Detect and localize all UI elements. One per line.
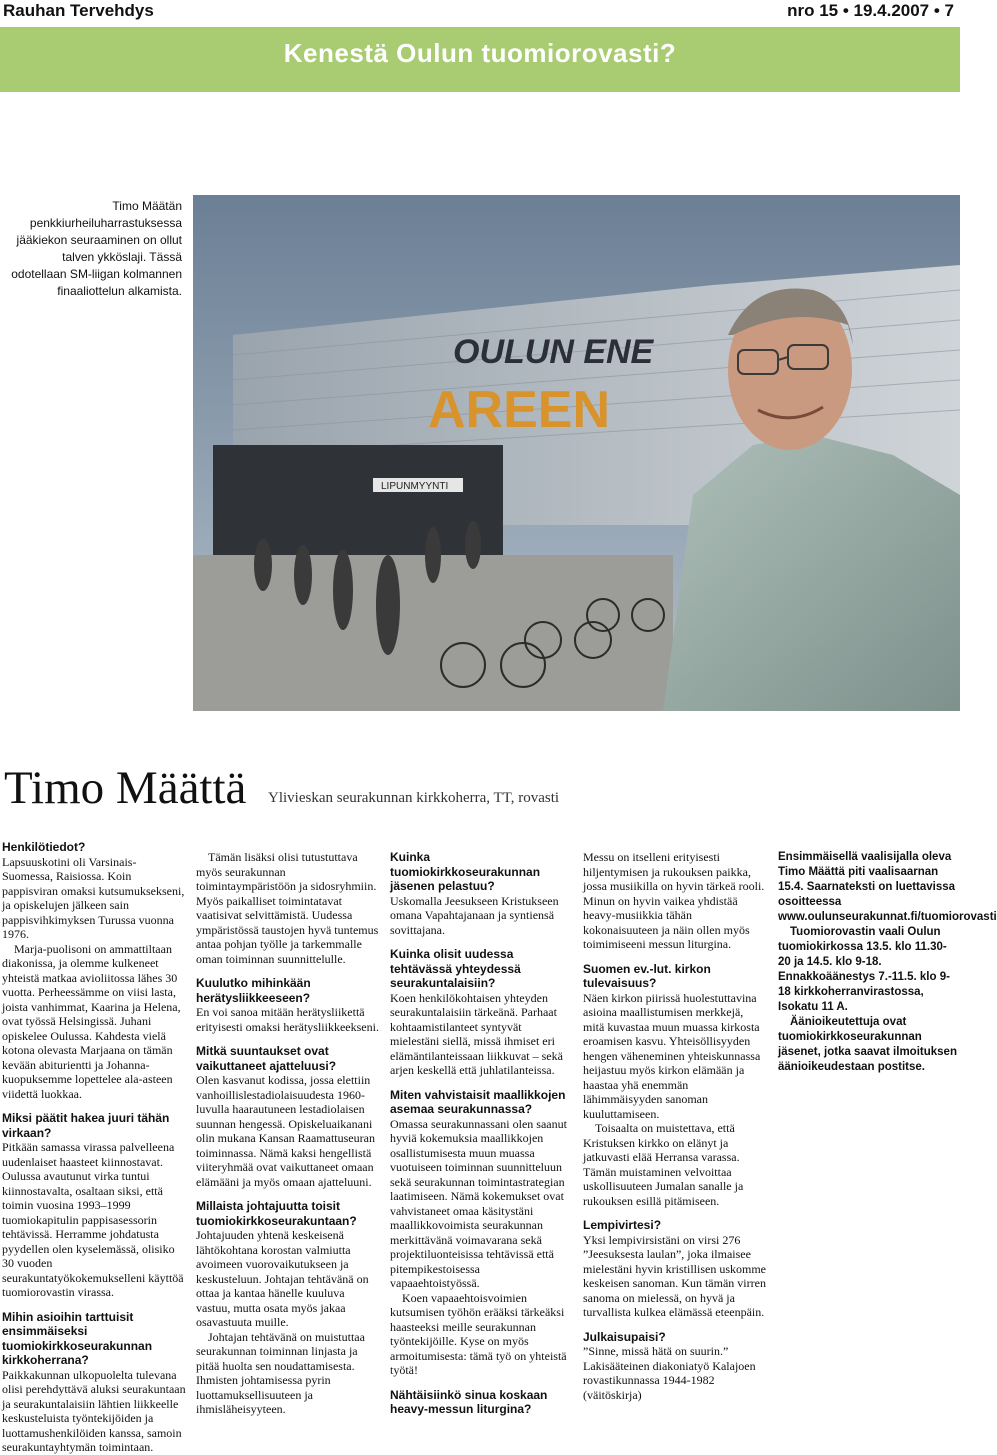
interview-answer: Lapsuuskotini oli Varsinais-Suomessa, Raisiossa. Koin pappisviran omaksi kutsumuksekseni, ja opiskelujen jälkeen sain pappisvihkimyksen Turussa vuonna 1976.	[2, 854, 185, 941]
interview-question: Henkilötiedot?	[2, 840, 86, 854]
person-name: Timo Määttä	[4, 762, 247, 814]
sign-top-text: OULUN ENE	[453, 333, 654, 371]
interview-answer: Marja-puolisoni on ammattiltaan diakonissa, ja olemme kulkeneet yhteistä matkaa avioliitossa lähes 30 vuotta. Perheessämme on viisi lasta, joista vanhimmat, Kaarina ja Helena, ovat työssä Helsingissä. Juhani opiskelee Oulussa. Kahdesta vielä kotona olevasta Marjaana on tämän kevään abiturientti ja Johanna-kuopuksemme lopettelee ala-asteen viidettä luokkaa.	[2, 941, 181, 1101]
interview-question: Miten vahvistaisit maallikkojen asemaa seurakunnassa?	[390, 1087, 566, 1116]
article-column-2	[196, 850, 379, 1417]
interview-answer: Paikkakunnan ulkopuolelta tulevana olisi perehdyttävä aluksi seurakuntaan ja seurakuntalaisiin lähtien liikkeelle keskusteluista työntekijöiden ja luottamushenkilöiden kanssa, samoin seurakuntayhtymän toimintaan.	[2, 1367, 186, 1454]
interview-question: Nähtäisiinkö sinua koskaan heavy-messun liturgina?	[390, 1387, 548, 1416]
interview-question: Kuinka olisit uudessa tehtävässä yhteydessä seurakuntalaisiin?	[390, 947, 521, 990]
sidebar-box	[778, 850, 997, 1075]
sidebar-paragraph: Äänioikeutettuja ovat tuomiokirkkoseurakunnan jäsenet, jotka saavat ilmoituksen äänioikeudestaan postitse.	[778, 1016, 957, 1073]
interview-answer: Koen vapaaehtoisvoimien kutsumisen työhön erääksi tärkeäksi haasteeksi meille seurakunnan työntekijöille. Kyse on myös armoitumisesta: tämä työ on yhteistä työtä!	[390, 1290, 567, 1377]
interview-answer: Tämän lisäksi olisi tutustuttava myös seurakunnan toimintaympäristöön ja sidosryhmiin. Myös paikalliset toimintatavat vaatisivat selvittämistä. Uudessa ympäristössä taustojen hyvä tuntemus antaa pohjan työlle ja tarkemmalle oman toiminnan suunnittelulle.	[196, 850, 379, 966]
sidebar-paragraph: Ensimmäisellä vaalisijalla oleva Timo Määttä piti vaalisaarnan 15.4. Saarnateksti on luettavissa osoitteessa www.oulunseurakunnat.fi/tuomiorovasti	[778, 851, 997, 923]
interview-answer: Olen kasvanut kodissa, jossa elettiin vanhoillislestadiolaisuudesta 1960-luvulla haarautuneen lestadiolaisen suunnan hengessä. Opiskeluaikanani olin mukana Kansan Raamattuseuran toiminnassa. Nämä kaksi hengellistä viiteryhmää ovat vaikuttaneet omaan elämääni ja myös omaan ajatteluuni.	[196, 1073, 375, 1189]
person-role: Ylivieskan seurakunnan kirkkoherra, TT, rovasti	[268, 790, 560, 806]
photo-caption: Timo Määtän penkkiurheiluharrastuksessa jääkiekon seuraaminen on ollut talven ykköslaji. Tässä odotellaan SM-liigan kolmannen finaaliottelun alkamista.	[11, 199, 182, 298]
interview-answer: Koen henkilökohtaisen yhteyden seurakuntalaisiin tärkeänä. Parhaat kohtaamistilanteet syntyvät mielestäni siellä, missä ihmiset eri elämäntilanteissaan liikkuvat – sekä arjen keskellä että juhlatilanteissa.	[390, 990, 563, 1077]
article-column-3	[390, 850, 572, 1417]
interview-answer: Pitkään samassa virassa palvelleena uudenlaiset haasteet kiinnostavat. Oulussa avautunut virka tuntui kiinnostavalta, osaltaan siksi, että toimin vuosina 1993–1999 tuomiokapitulin pappisasessorin tehtävissä. Herramme johdatusta pyydellen olen kyselemässä, olisiko 30 vuoden seurakuntatyökokemukselleni käyttöä tuomiorovastin virassa.	[2, 1140, 184, 1299]
door-sign-text: LIPUNMYYNTI	[381, 481, 449, 492]
interview-question: Miksi päätit hakea juuri tähän virkaan?	[2, 1111, 170, 1140]
issue-info: nro 15 • 19.4.2007 • 7	[787, 1, 954, 20]
interview-answer: Messu on itselleni erityisesti hiljentymisen ja rukouksen paikka, jossa musiikilla on hyvin tärkeä rooli. Minun on hyvin vaikea yhdistää heavy-musiikkia tähän kokonaisuuteen ja näin ollen myös toimimiseeni messun liturgina.	[583, 850, 765, 951]
interview-question: Mitkä suuntaukset ovat vaikuttaneet ajatteluusi?	[196, 1044, 337, 1073]
paper-name: Rauhan Tervehdys	[3, 1, 154, 20]
interview-question: Millaista johtajuutta toisit tuomiokirkkoseurakuntaan?	[196, 1199, 357, 1228]
page-header	[0, 0, 960, 24]
headline-banner	[0, 27, 960, 92]
interview-answer: Johtajuuden yhtenä keskeisenä lähtökohtana korostan valmiutta avoimeen vuorovaikutukseen ja keskusteluun. Johtajan tehtävänä on ottaa ja kantaa hänelle kuuluva vastuu, mutta osata myös jakaa osavastuuta muille.	[196, 1228, 369, 1329]
interview-question: Mihin asioihin tarttuisit ensimmäiseksi tuomiokirkkoseurakunnan kirkkoherrana?	[2, 1309, 153, 1367]
interview-answer: Näen kirkon piirissä huolestuttavina asioina maallistumisen merkkejä, mitä kuvastaa muun muassa kirkosta eroamisen kasvu. Yhteisöllisyyden hengen väheneminen yhteiskunnassa heijastuu myös kirkon elämään ja haastaa yhä enemmän lähimmäisyyden sanoman kuuluttamiseen.	[583, 990, 761, 1121]
article-photo	[193, 195, 960, 711]
person-heading	[2, 760, 960, 820]
interview-answer: Johtajan tehtävänä on muistuttaa seurakunnan toiminnan linjasta ja pitää huolta sen noudattamisesta. Ihmisten johtamisessa pyrin luottamuksellisuuteen ja ihmisläheisyyteen.	[196, 1329, 365, 1416]
arena-photo	[193, 195, 960, 711]
interview-answer: Toisaalta on muistettava, että Kristuksen kirkko on elänyt ja jatkuvasti elää Herransa varassa. Tämän muistaminen velvoittaa uskollisuuteen Jumalan sanalle ja rukouksen esillä pitämiseen.	[583, 1121, 744, 1208]
interview-question: Kuinka tuomiokirkkoseurakunnan jäsenen pelastuu?	[390, 850, 541, 893]
interview-question: Julkaisupaisi?	[583, 1329, 666, 1344]
interview-question: Lempivirtesi?	[583, 1218, 662, 1232]
interview-answer: Omassa seurakunnassani olen saanut hyviä kokemuksia maallikkojen osallistumisesta muun muassa vuotuiseen toiminnan suunnitteluun sekä seurakunnan toimintastrategian laatimiseen. Nämä kokemukset ovat vahvistaneet omaa käsitystäni maallikkovoimista seurakunnan merkittävänä voimavarana sekä projektiluonteisissa tehtävissä että pitempikestoisessa vapaaehtoistyössä.	[390, 1116, 567, 1290]
interview-question: Suomen ev.-lut. kirkon tulevaisuus?	[583, 961, 711, 990]
interview-answer: En voi sanoa mitään herätysliikettä erityisesti omaksi herätysliikkeekseni.	[196, 1005, 379, 1034]
interview-answer: Uskomalla Jeesukseen Kristukseen omana Vapahtajanaan ja syntiensä sovittajana.	[390, 893, 559, 937]
interview-question: Kuulutko mihinkään herätysliikkeeseen?	[196, 976, 311, 1005]
interview-answer: Yksi lempivirsistäni on virsi 276 ”Jeesuksesta laulan”, joka ilmaisee mielestäni hyvin kristillisen uskomme keskeisen sanoman. Kun tämän virren sanoma on mielessä, on hyvä ja turvallista kulkea elämässä eteenpäin.	[583, 1232, 766, 1319]
headline: Kenestä Oulun tuomiorovasti?	[283, 38, 677, 68]
sidebar-paragraph: Tuomiorovastin vaali Oulun tuomiokirkossa 13.5. klo 11.30-20 ja 14.5. klo 9-18. Ennakkoäänestys 7.-11.5. klo 9-18 kirkkoherranvirastossa, Isokatu 11 A.	[778, 926, 950, 1013]
article-column-4	[583, 850, 767, 1402]
article-column-1	[2, 840, 186, 1455]
interview-answer: ”Sinne, missä hätä on suurin.” Lakisääteinen diakoniatyö Kalajoen rovastikunnassa 1944-1982 (väitöskirja)	[583, 1344, 756, 1402]
sign-bottom-text: AREEN	[428, 381, 611, 439]
